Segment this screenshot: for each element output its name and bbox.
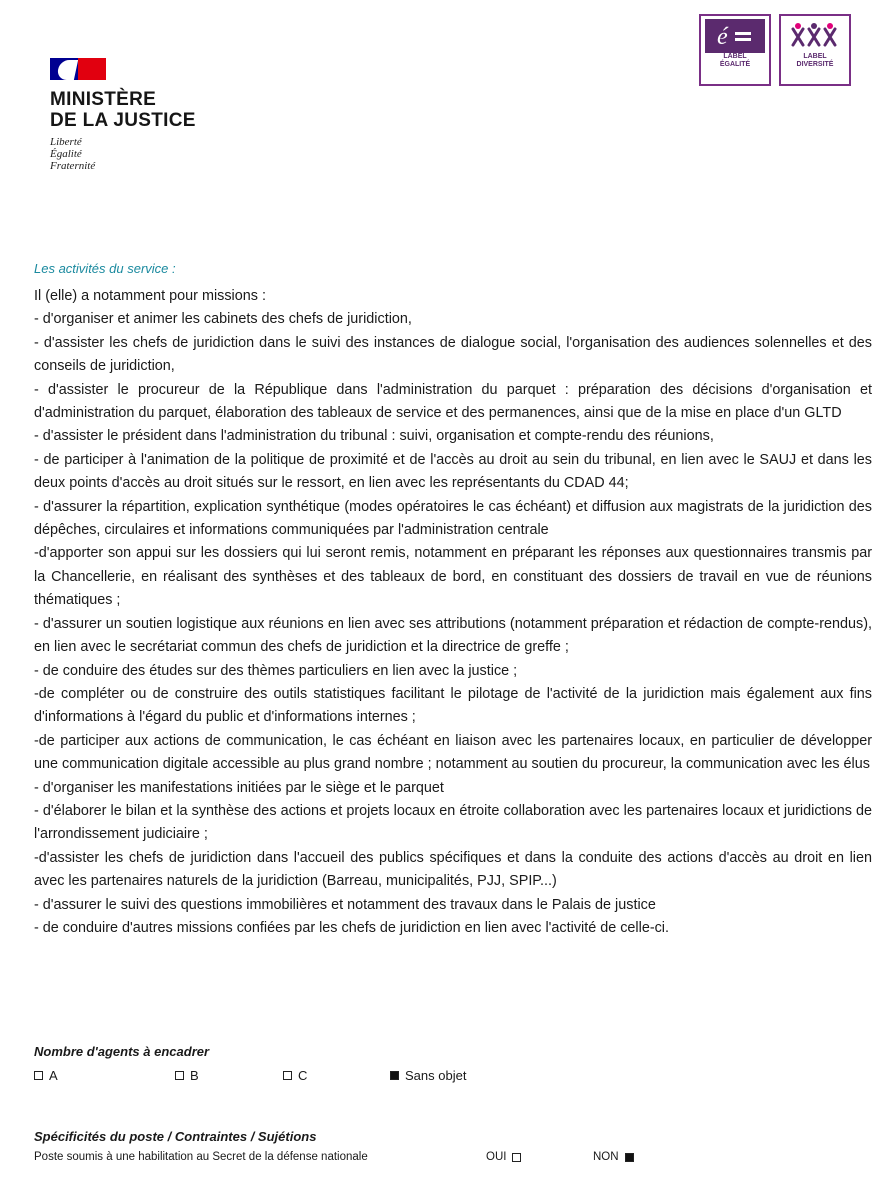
motto-egalite: Égalité — [50, 148, 82, 160]
specificities-title: Spécificités du poste / Contraintes / Sujétions — [34, 1129, 317, 1144]
marianne-emblem-icon — [50, 58, 106, 80]
diversite-logo-icon — [785, 19, 845, 53]
mission-paragraph: - d'assister les chefs de juridiction dans le suivi des instances de dialogue social, l'organisation des audiences solennelles et des conseils de juridiction, — [34, 334, 872, 375]
agents-option-sans-objet[interactable] — [390, 1068, 466, 1083]
mission-paragraph: - d'assurer la répartition, explication synthétique (modes opératoires le cas échéant) et diffusion aux magistrats de la juridiction des dépêches, circulaires et informations communiquées par l'administration centrale — [34, 498, 872, 539]
oui-option[interactable] — [486, 1151, 521, 1163]
checkbox-sans-objet[interactable] — [390, 1071, 399, 1080]
republic-motto — [50, 136, 196, 172]
label-diversite-line2: DIVERSITÉ — [796, 61, 834, 68]
missions-content — [34, 285, 872, 940]
svg-text:é: é — [717, 24, 728, 50]
agents-option-b-label: B — [190, 1068, 199, 1083]
label-egalite-badge — [699, 14, 771, 86]
checkbox-c[interactable] — [283, 1071, 292, 1080]
mission-paragraph: - d'assurer le suivi des questions immobilières et notamment des travaux dans le Palais de justice — [34, 896, 656, 913]
agents-option-b[interactable] — [175, 1068, 199, 1083]
secret-defense-question: Poste soumis à une habilitation au Secret de la défense nationale — [34, 1151, 368, 1163]
agents-option-c[interactable] — [283, 1068, 307, 1083]
motto-fraternite: Fraternité — [50, 160, 96, 172]
ministry-logo — [50, 58, 196, 172]
section-title: Les activités du service : — [34, 261, 176, 276]
mission-paragraph: Il (elle) a notamment pour missions : — [34, 288, 266, 304]
mission-paragraph: - d'assister le procureur de la République dans l'administration du parquet : préparation des décisions d'organisation et d'administration du parquet, élaboration des tableaux de service et des permanences, ainsi que de la mise en place d'un GLTD — [34, 381, 872, 422]
ministry-name-line1: MINISTÈRE — [50, 89, 157, 110]
mission-paragraph: - de participer à l'animation de la politique de proximité et de l'accès au droit au sein du tribunal, en lien avec le SAUJ et dans les deux points d'accès au droit situés sur le ressort, en lien avec les représentants du CDAD 44; — [34, 451, 872, 492]
motto-liberte: Liberté — [50, 136, 82, 148]
agents-option-a[interactable] — [34, 1068, 58, 1083]
certification-labels — [699, 14, 851, 86]
non-label: NON — [593, 1151, 619, 1163]
checkbox-a[interactable] — [34, 1071, 43, 1080]
checkbox-b[interactable] — [175, 1071, 184, 1080]
specificities-row — [0, 1151, 885, 1167]
mission-paragraph: -d'apporter son appui sur les dossiers qui lui seront remis, notamment en préparant les réponses aux questionnaires transmis par la Chancellerie, en réalisant des synthèses et des tableaux de bord, en constituant des dossiers de travail en vue de réunions thématiques ; — [34, 545, 872, 609]
label-egalite-line1: LABEL — [723, 53, 747, 60]
mission-paragraph: - d'organiser les manifestations initiées par le siège et le parquet — [34, 779, 444, 796]
label-diversite-line1: LABEL — [803, 53, 827, 60]
mission-paragraph: - de conduire d'autres missions confiées par les chefs de juridiction en lien avec l'activité de celle-ci. — [34, 919, 670, 936]
agents-option-c-label: C — [298, 1068, 308, 1083]
agents-option-a-label: A — [49, 1068, 58, 1083]
mission-paragraph: - d'organiser et animer les cabinets des chefs de juridiction, — [34, 311, 412, 328]
mission-paragraph: - de conduire des études sur des thèmes particuliers en lien avec la justice ; — [34, 662, 518, 679]
mission-paragraph: -d'assister les chefs de juridiction dans l'accueil des publics spécifiques et dans la conduite des actions d'accès au droit en lien avec les partenaires naturels de la juridiction (Barreau, municipalités, PJJ, SPIP...) — [34, 849, 872, 890]
mission-paragraph: -de compléter ou de construire des outils statistiques facilitant le pilotage de l'activité de la juridiction mais également aux fins d'informations à l'égard du public et d'informations internes ; — [34, 685, 872, 726]
agents-title: Nombre d'agents à encadrer — [34, 1044, 210, 1059]
oui-label: OUI — [486, 1151, 507, 1163]
mission-paragraph: - d'élaborer le bilan et la synthèse des actions et projets locaux en étroite collaboration avec les partenaires locaux et juridictions de l'arrondissement judiciaire ; — [34, 802, 872, 843]
agents-options — [0, 1068, 885, 1084]
mission-paragraph: - d'assurer un soutien logistique aux réunions en lien avec ses attributions (notamment préparation et rédaction de compte-rendus), en lien avec le secrétariat commun des chefs de juridiction et la directrice de greffe ; — [34, 615, 872, 656]
non-option[interactable] — [593, 1151, 634, 1163]
checkbox-non[interactable] — [625, 1153, 634, 1162]
mission-paragraph: - d'assister le président dans l'administration du tribunal : suivi, organisation et compte-rendu des réunions, — [34, 428, 714, 445]
agents-option-sans-objet-label: Sans objet — [405, 1068, 467, 1083]
label-diversite-badge — [779, 14, 851, 86]
checkbox-oui[interactable] — [512, 1153, 521, 1162]
mission-paragraph: -de participer aux actions de communication, le cas échéant en liaison avec les partenaires locaux, en particulier de développer une communication digitale accessible au plus grand nombre ; notamment au soutien du procureur, la communication avec les élus — [34, 732, 872, 773]
ministry-name — [50, 89, 196, 131]
label-egalite-line2: ÉGALITÉ — [719, 61, 751, 68]
egalite-logo-icon — [705, 19, 765, 53]
ministry-name-line2: DE LA JUSTICE — [50, 110, 196, 131]
